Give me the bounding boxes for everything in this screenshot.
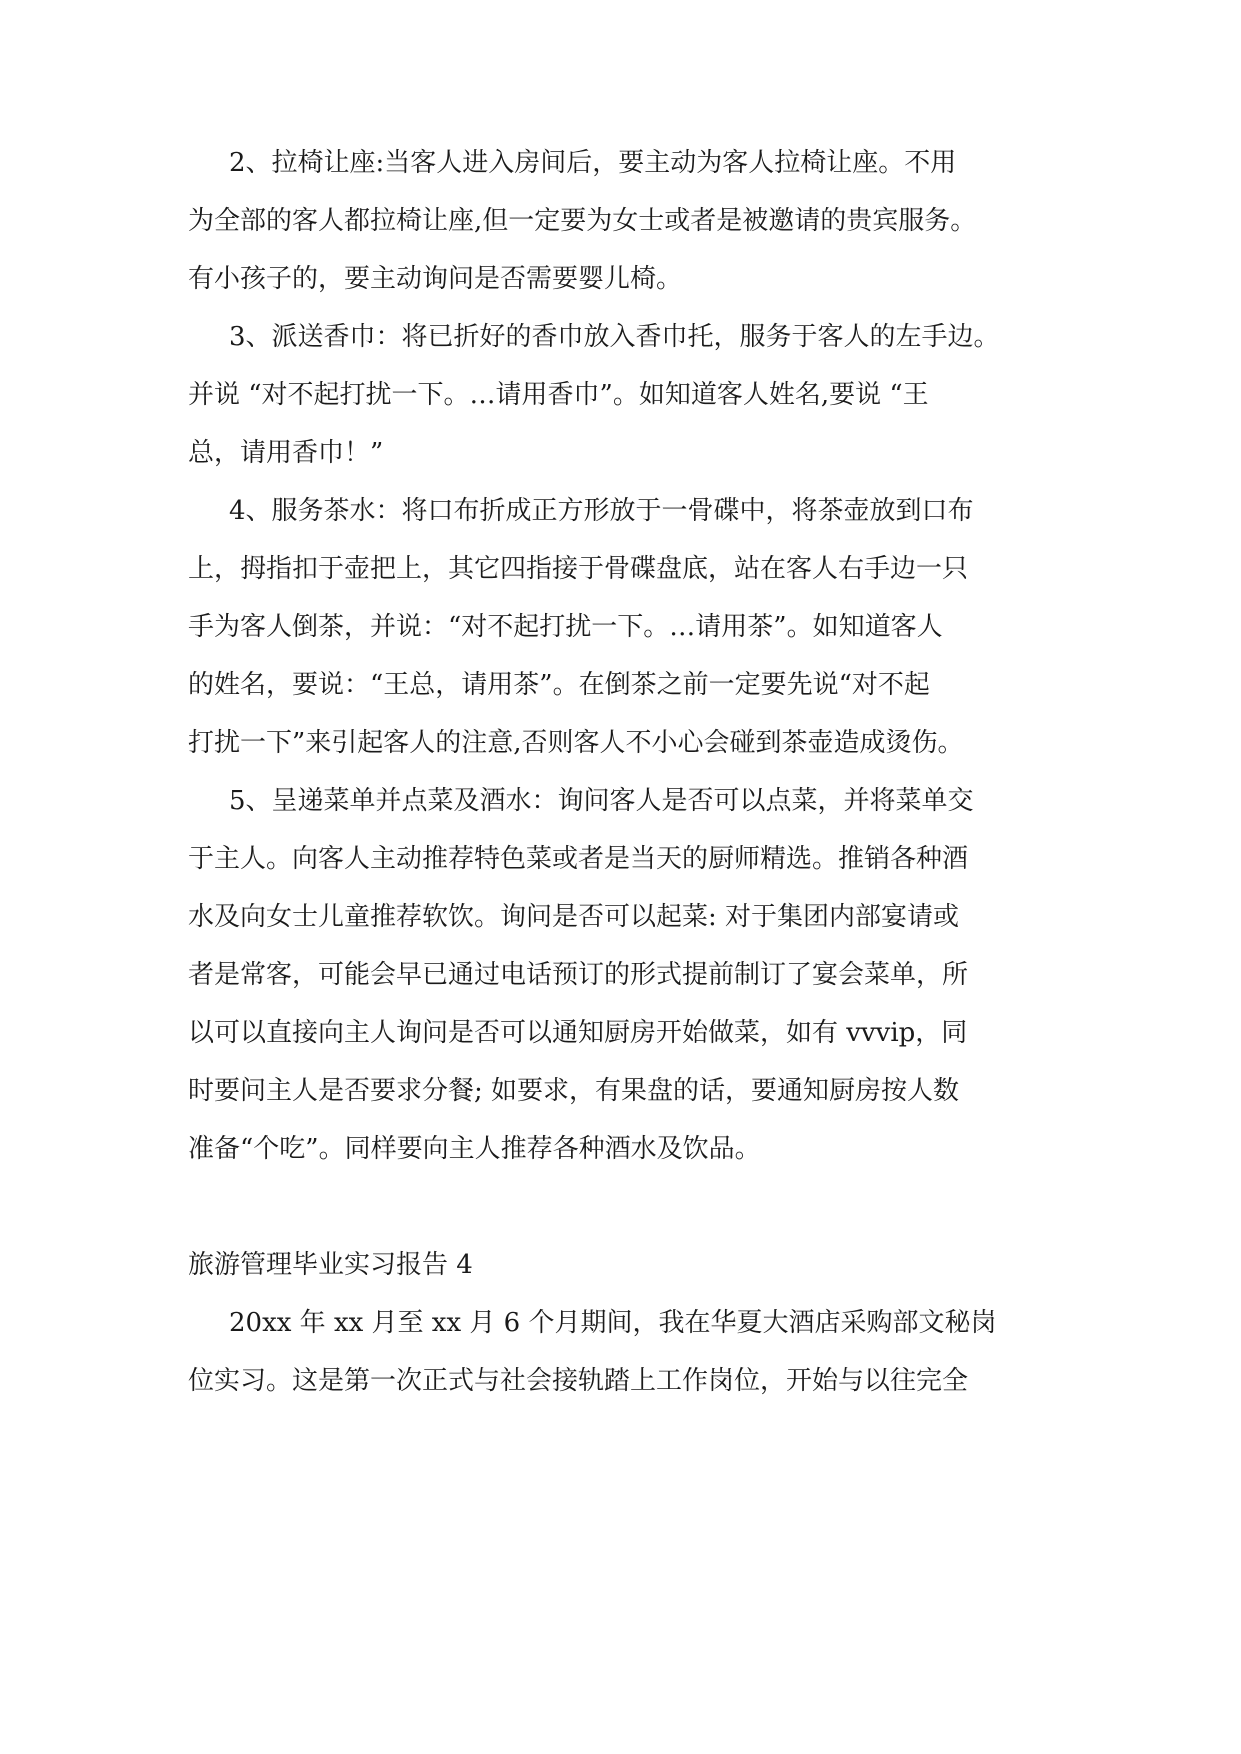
- paragraph-5-line-1: 5、呈递菜单并点菜及酒水：询问客人是否可以点菜，并将菜单交: [229, 786, 974, 816]
- paragraph-3-line-1: 3、派送香巾：将已折好的香巾放入香巾托，服务于客人的左手边。: [229, 322, 1000, 352]
- paragraph-5-line-2: 于主人。向客人主动推荐特色菜或者是当天的厨师精选。推销各种酒: [188, 844, 969, 874]
- paragraph-2-line-2: 为全部的客人都拉椅让座,但一定要为女士或者是被邀请的贵宾服务。: [188, 206, 977, 236]
- paragraph-2-line-3: 有小孩子的，要主动询问是否需要婴儿椅。: [188, 264, 683, 294]
- section-paragraph-line-1: 20xx 年 xx 月至 xx 月 6 个月期间，我在华夏大酒店采购部文秘岗: [229, 1308, 997, 1338]
- paragraph-5-line-7: 准备“个吃”。同样要向主人推荐各种酒水及饮品。: [188, 1134, 761, 1164]
- paragraph-2-line-1: 2、拉椅让座:当客人进入房间后，要主动为客人拉椅让座。不用: [229, 148, 957, 178]
- paragraph-3-line-2: 并说 “对不起打扰一下。…请用香巾”。如知道客人姓名,要说 “王: [188, 380, 929, 410]
- section-heading: 旅游管理毕业实习报告 4: [188, 1250, 473, 1280]
- paragraph-4-line-1: 4、服务茶水：将口布折成正方形放于一骨碟中，将茶壶放到口布: [229, 496, 974, 526]
- paragraph-4-line-4: 的姓名，要说：“王总，请用茶”。在倒茶之前一定要先说“对不起: [188, 670, 930, 700]
- paragraph-5-line-5: 以可以直接向主人询问是否可以通知厨房开始做菜，如有 vvvip，同: [188, 1018, 968, 1048]
- paragraph-5-line-3: 水及向女士儿童推荐软饮。询问是否可以起菜: 对于集团内部宴请或: [188, 902, 960, 932]
- paragraph-3-line-3: 总，请用香巾！”: [188, 438, 384, 468]
- paragraph-5-line-6: 时要问主人是否要求分餐; 如要求，有果盘的话，要通知厨房按人数: [188, 1076, 960, 1106]
- paragraph-4-line-3: 手为客人倒茶，并说：“对不起打扰一下。…请用茶”。如知道客人: [188, 612, 943, 642]
- section-paragraph-line-2: 位实习。这是第一次正式与社会接轨踏上工作岗位，开始与以往完全: [188, 1366, 969, 1396]
- paragraph-5-line-4: 者是常客，可能会早已通过电话预订的形式提前制订了宴会菜单，所: [188, 960, 969, 990]
- paragraph-4-line-5: 打扰一下”来引起客人的注意,否则客人不小心会碰到茶壶造成烫伤。: [188, 728, 964, 758]
- paragraph-4-line-2: 上，拇指扣于壶把上，其它四指接于骨碟盘底，站在客人右手边一只: [188, 554, 969, 584]
